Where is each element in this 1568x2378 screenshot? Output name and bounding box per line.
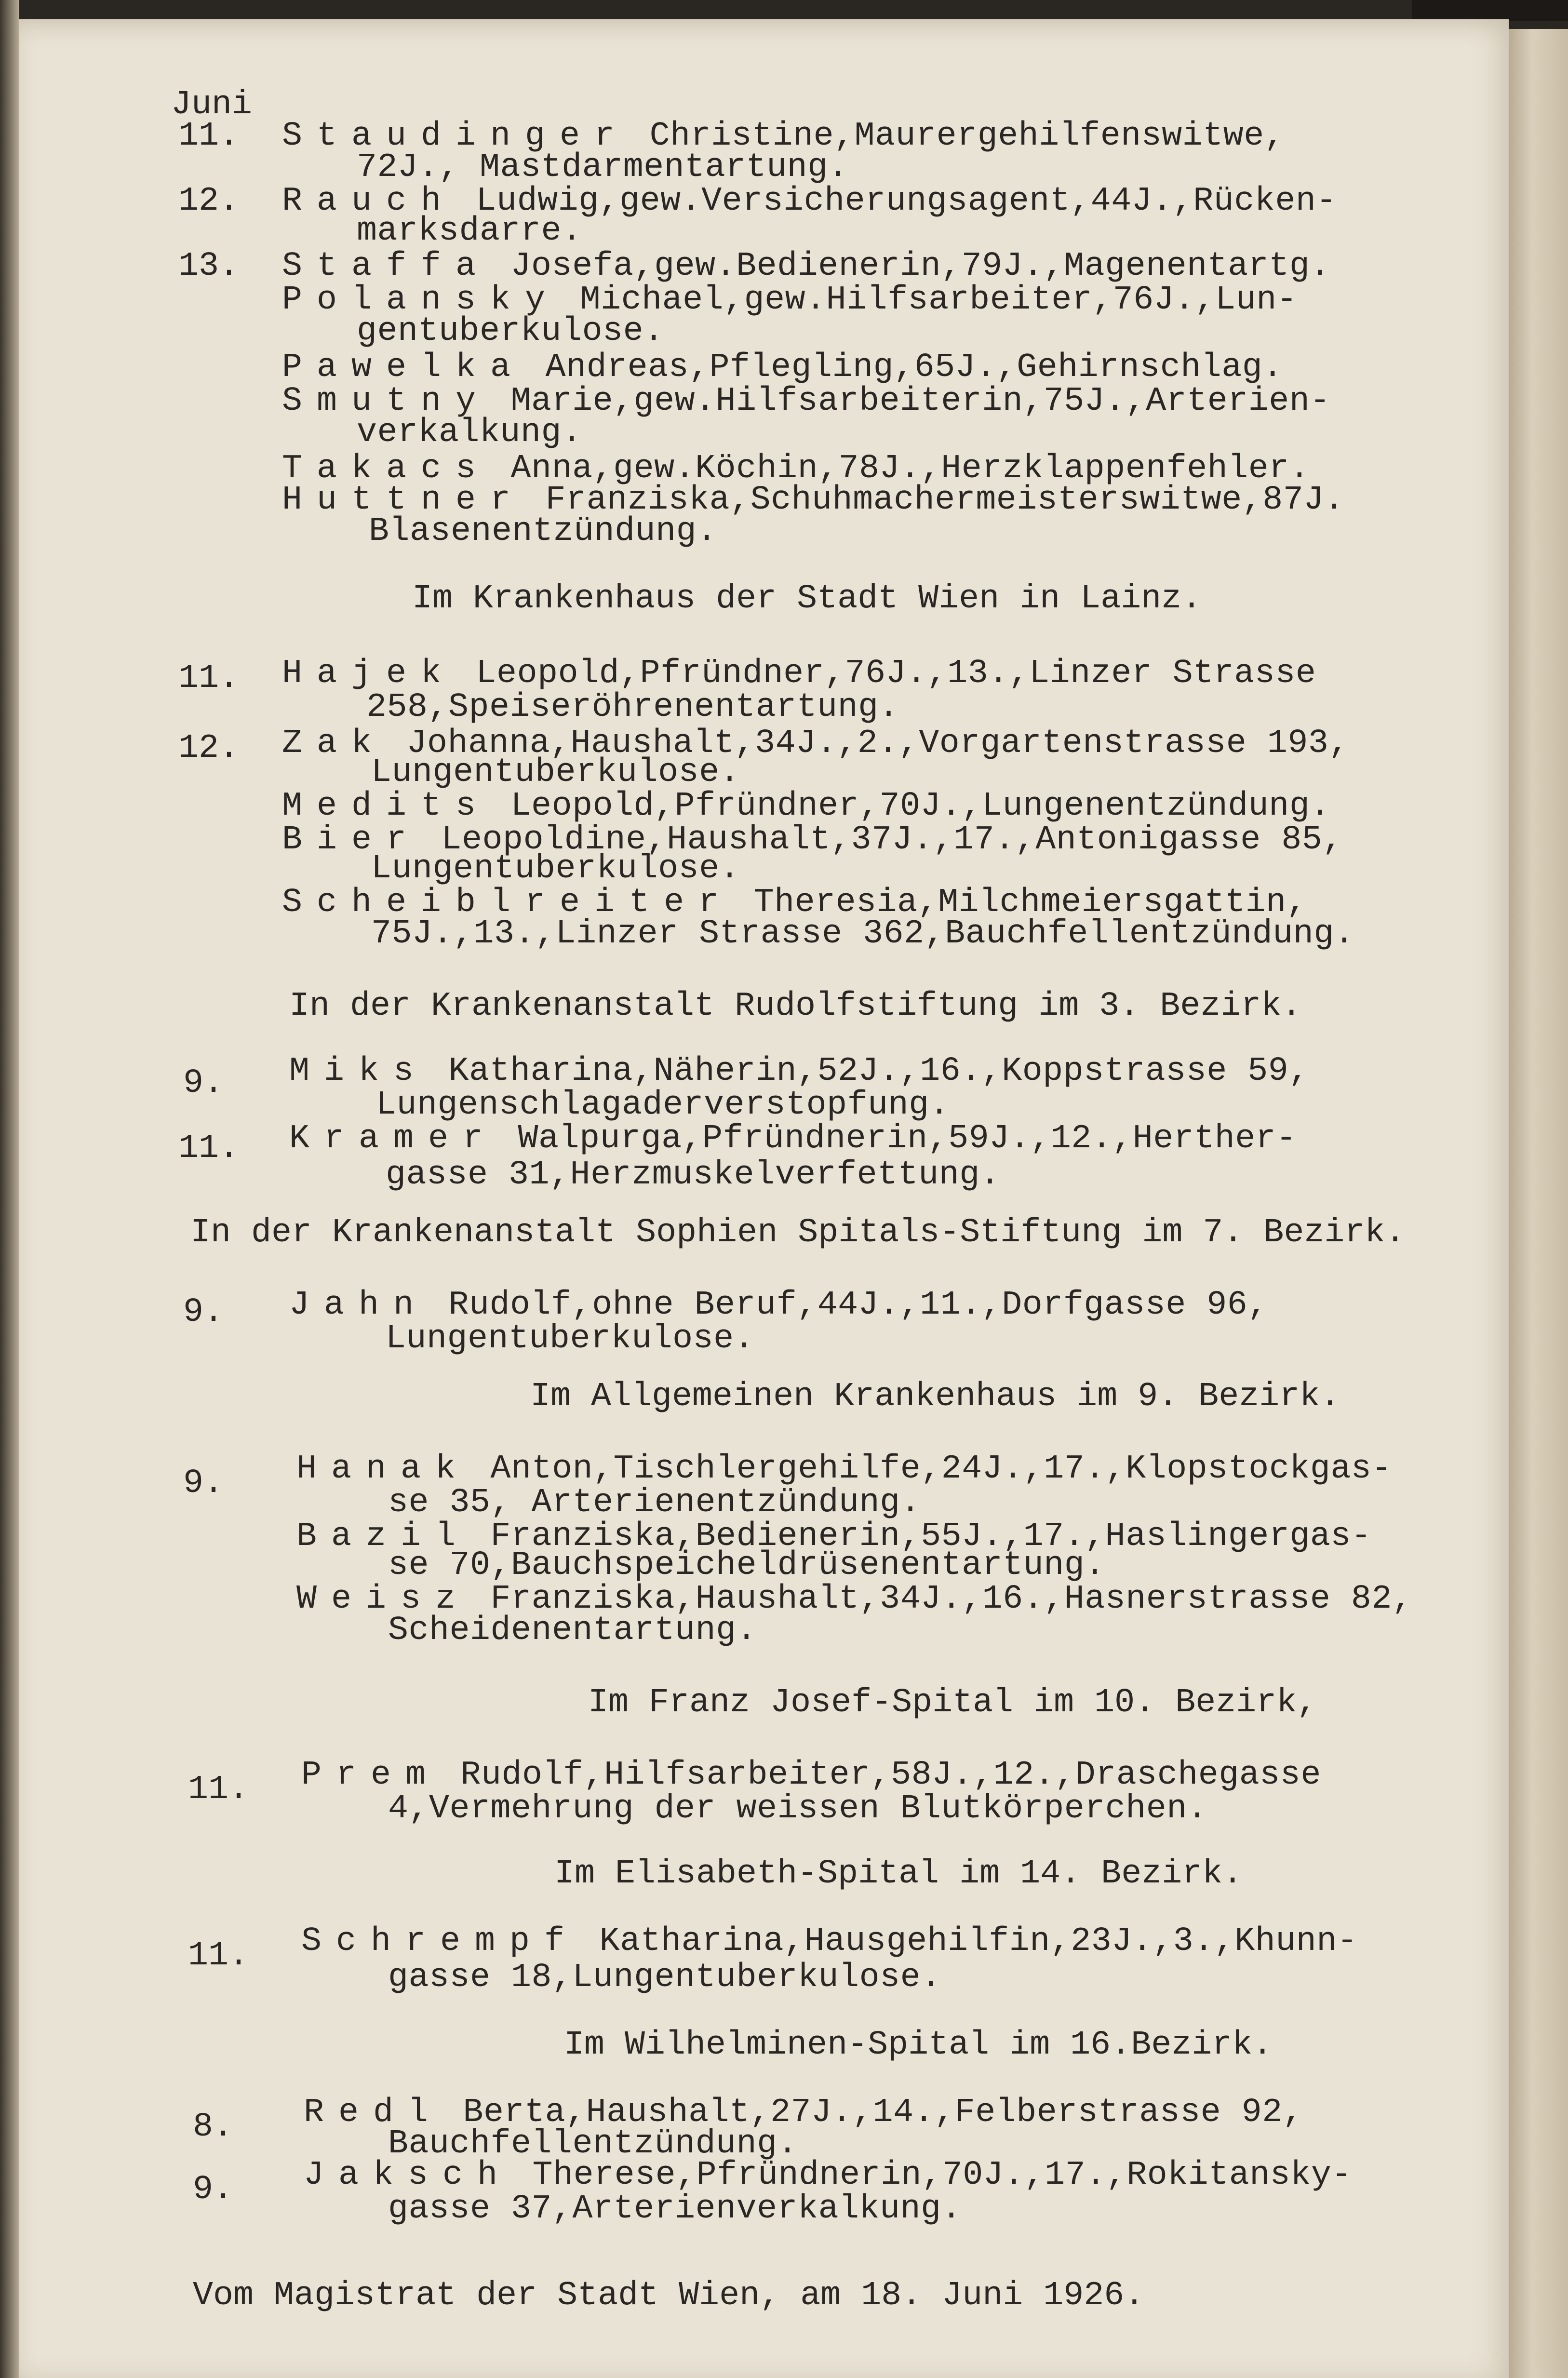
entry-details: Johanna,Haushalt,34J.,2.,Vorgartenstrasse 193, xyxy=(386,725,1349,763)
entry-details: Leopoldine,Haushalt,37J.,17.,Antonigasse 85, xyxy=(421,821,1343,859)
surname: Huttner xyxy=(282,481,525,519)
surname: Bazil xyxy=(296,1518,470,1556)
entry-continuation: gasse 18,Lungentuberkulose. xyxy=(388,1959,941,1997)
entry-details: Leopold,Pfründner,76J.,13.,Linzer Strasse xyxy=(456,655,1316,693)
next-page-edge xyxy=(1509,29,1568,2378)
entry-continuation: marksdarre. xyxy=(357,212,582,250)
surname: Staffa xyxy=(282,247,491,285)
entry-day: 11. xyxy=(188,1771,249,1809)
entry-continuation: Lungenschlagaderverstopfung. xyxy=(376,1086,950,1124)
entry-continuation: se 35, Arterienentzündung. xyxy=(388,1484,921,1522)
surname: Pawelka xyxy=(282,349,525,387)
entry-details: Anton,Tischlergehilfe,24J.,17.,Klopstockgas- xyxy=(470,1450,1392,1488)
book-edge-left xyxy=(0,0,19,2378)
entry-details: Walpurga,Pfründnerin,59J.,12.,Herther- xyxy=(497,1120,1297,1158)
entry-continuation: gentuberkulose. xyxy=(357,312,664,350)
section-heading-lainz: Im Krankenhaus der Stadt Wien in Lainz. xyxy=(412,580,1202,618)
entry-day: 13. xyxy=(178,247,240,285)
document-page xyxy=(19,19,1509,2378)
entry-continuation: gasse 31,Herzmuskelverfettung. xyxy=(386,1156,1001,1194)
death-entry xyxy=(282,247,1330,286)
entry-day: 12. xyxy=(178,182,240,220)
entry-continuation: se 70,Bauchspeicheldrüsenentartung. xyxy=(388,1546,1105,1585)
entry-day: 11. xyxy=(188,1937,249,1975)
month-label: Juni xyxy=(171,86,253,124)
surname: Prem xyxy=(301,1756,441,1794)
surname: Medits xyxy=(282,787,491,825)
surname: Hanak xyxy=(296,1450,470,1488)
entry-continuation: 72J., Mastdarmentartung. xyxy=(357,148,849,187)
entry-continuation: verkalkung. xyxy=(357,414,582,452)
surname: Weisz xyxy=(296,1580,470,1618)
surname: Bier xyxy=(282,821,421,859)
surname: Jahn xyxy=(289,1286,429,1324)
death-entry xyxy=(282,787,1330,826)
surname: Schrempf xyxy=(301,1922,579,1961)
entry-day: 9. xyxy=(193,2171,234,2209)
surname: Rauch xyxy=(282,182,456,220)
entry-day: 11. xyxy=(178,117,240,155)
entry-details: Franziska,Schuhmachermeisterswitwe,87J. xyxy=(525,481,1345,519)
death-entry xyxy=(282,655,1316,693)
surname: Staudinger xyxy=(282,117,630,155)
surname: Redl xyxy=(304,2094,443,2132)
entry-continuation: Lungentuberkulose. xyxy=(386,1320,755,1358)
entry-continuation: Scheidenentartung. xyxy=(388,1612,757,1650)
surname: Jaksch xyxy=(304,2156,512,2194)
entry-details: Katharina,Näherin,52J.,16.,Koppstrasse 59, xyxy=(428,1052,1309,1090)
entry-day: 12. xyxy=(178,729,240,767)
section-heading-elisabeth: Im Elisabeth-Spital im 14. Bezirk. xyxy=(554,1855,1243,1893)
entry-details: Therese,Pfründnerin,70J.,17.,Rokitansky- xyxy=(512,2156,1352,2194)
entry-day: 9. xyxy=(183,1064,224,1102)
section-heading-franz-josef: Im Franz Josef-Spital im 10. Bezirk, xyxy=(588,1684,1317,1722)
footer-signature-line: Vom Magistrat der Stadt Wien, am 18. Juni 1926. xyxy=(193,2277,1145,2315)
surname: Miks xyxy=(289,1052,429,1090)
section-heading-akh: Im Allgemeinen Krankenhaus im 9. Bezirk. xyxy=(530,1378,1340,1416)
entry-day: 9. xyxy=(183,1464,224,1503)
surname: Polansky xyxy=(282,281,560,319)
entry-continuation: 75J.,13.,Linzer Strasse 362,Bauchfellentzündung. xyxy=(371,915,1355,953)
scan-corner xyxy=(1412,0,1568,21)
entry-details: Rudolf,Hilfsarbeiter,58J.,12.,Draschegasse xyxy=(440,1756,1321,1794)
entry-day: 9. xyxy=(183,1293,224,1331)
surname: Takacs xyxy=(282,450,491,488)
entry-details: Christine,Maurergehilfenswitwe, xyxy=(629,117,1285,155)
entry-continuation: Lungentuberkulose. xyxy=(371,850,740,888)
entry-details: Rudolf,ohne Beruf,44J.,11.,Dorfgasse 96, xyxy=(428,1286,1268,1324)
surname: Kramer xyxy=(289,1120,498,1158)
section-heading-sophien: In der Krankenanstalt Sophien Spitals-Stiftung im 7. Bezirk. xyxy=(190,1214,1406,1252)
entry-continuation: Lungentuberkulose. xyxy=(371,753,740,792)
death-entry xyxy=(301,1756,1321,1795)
entry-details: Theresia,Milchmeiersgattin, xyxy=(733,884,1307,922)
death-entry xyxy=(296,1450,1392,1489)
entry-details: Anna,gew.Köchin,78J.,Herzklappenfehler. xyxy=(490,450,1310,488)
entry-details: Ludwig,gew.Versicherungsagent,44J.,Rücken- xyxy=(456,182,1337,220)
entry-details: Franziska,Haushalt,34J.,16.,Hasnerstrasse 82, xyxy=(470,1580,1413,1618)
entry-day: 8. xyxy=(193,2108,234,2146)
surname: Smutny xyxy=(282,382,491,420)
surname: Hajek xyxy=(282,655,456,693)
entry-details: Franziska,Bedienerin,55J.,17.,Haslingergas- xyxy=(470,1518,1372,1556)
entry-day: 11. xyxy=(178,1129,240,1168)
surname: Zak xyxy=(282,725,387,763)
death-entry xyxy=(282,349,1283,387)
entry-continuation: gasse 37,Arterienverkalkung. xyxy=(388,2190,962,2228)
death-entry xyxy=(304,2156,1352,2195)
entry-details: Marie,gew.Hilfsarbeiterin,75J.,Arterien- xyxy=(490,382,1330,420)
entry-continuation: Bauchfellentzündung. xyxy=(388,2125,798,2163)
entry-details: Josefa,gew.Bedienerin,79J.,Magenentartg. xyxy=(490,247,1330,285)
death-entry xyxy=(289,1286,1268,1325)
entry-details: Leopold,Pfründner,70J.,Lungenentzündung. xyxy=(490,787,1330,825)
entry-details: Michael,gew.Hilfsarbeiter,76J.,Lun- xyxy=(560,281,1298,319)
entry-day: 11. xyxy=(178,659,240,698)
section-heading-wilhelminen: Im Wilhelminen-Spital im 16.Bezirk. xyxy=(564,2026,1273,2064)
entry-continuation: 4,Vermehrung der weissen Blutkörperchen. xyxy=(388,1790,1208,1828)
death-entry xyxy=(289,1052,1309,1091)
death-entry xyxy=(301,1922,1357,1961)
entry-details: Andreas,Pflegling,65J.,Gehirnschlag. xyxy=(525,349,1283,387)
death-entry xyxy=(289,1120,1297,1158)
entry-details: Berta,Haushalt,27J.,14.,Felberstrasse 92, xyxy=(442,2094,1303,2132)
entry-continuation: Blasenentzündung. xyxy=(369,512,717,551)
entry-details: Katharina,Hausgehilfin,23J.,3.,Khunn- xyxy=(579,1922,1358,1961)
section-heading-rudolfstiftung: In der Krankenanstalt Rudolfstiftung im 3. Bezirk. xyxy=(289,987,1302,1025)
surname: Scheiblreiter xyxy=(282,884,734,922)
entry-continuation: 258,Speiseröhrenentartung. xyxy=(366,688,899,726)
